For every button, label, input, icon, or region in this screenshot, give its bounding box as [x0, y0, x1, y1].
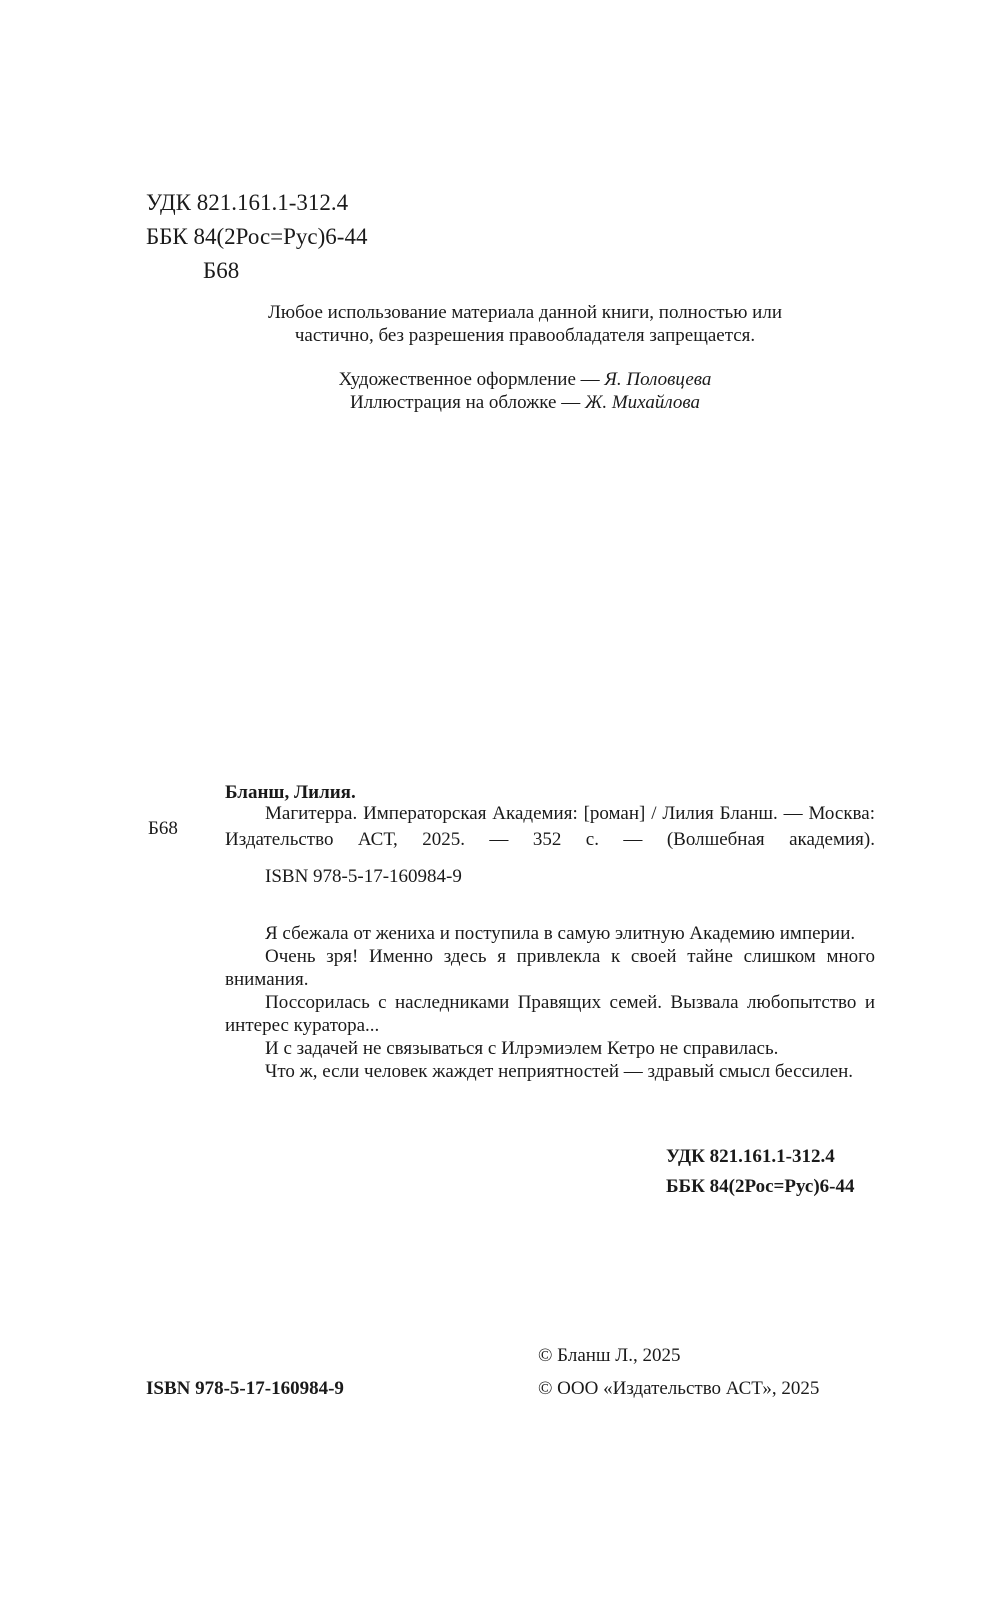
- credit-role: Иллюстрация на обложке —: [349, 392, 581, 413]
- credit-name: Ж. Михайлова: [584, 392, 701, 413]
- credits: [260, 368, 790, 414]
- bbk-code-bottom: ББК 84(2Рос=Рус)6-44: [666, 1176, 855, 1197]
- credit-role: Художественное оформление —: [338, 369, 600, 390]
- annotation-paragraph: Что ж, если человек жаждет неприятностей — здравый смысл бессилен.: [265, 1061, 854, 1082]
- record-isbn: ISBN 978-5-17-160984-9: [265, 866, 462, 887]
- annotation-paragraph: Поссорилась с наследниками Правящих семей. Вызвала любопытство и интерес куратора...: [225, 992, 875, 1036]
- annotation-paragraph: И с задачей не связываться с Илрэмиэлем Кетро не справилась.: [265, 1038, 779, 1059]
- udk-code-bottom: УДК 821.161.1-312.4: [666, 1146, 835, 1167]
- rights-notice: Любое использование материала данной книги, полностью или частично, без разрешения правообладателя запрещается.: [268, 302, 782, 346]
- isbn-bottom: ISBN 978-5-17-160984-9: [146, 1378, 344, 1399]
- annotation-paragraph: Очень зря! Именно здесь я привлекла к своей тайне слишком много внимания.: [225, 946, 875, 990]
- copyright-author: © Бланш Л., 2025: [538, 1345, 681, 1366]
- author-mark-record: Б68: [148, 818, 178, 839]
- annotation-paragraph: Я сбежала от жениха и поступила в самую элитную Академию империи.: [265, 923, 856, 944]
- author-mark-top: Б68: [203, 258, 240, 283]
- record-author: Бланш, Лилия.: [225, 782, 356, 803]
- udk-code-top: УДК 821.161.1-312.4: [146, 190, 349, 215]
- record-description: Магитерра. Императорская Академия: [роман] / Лилия Бланш. — Москва: Издательство АСТ, 2025. — 352 с. — (Волшебная академия).: [225, 803, 875, 850]
- credit-name: Я. Половцева: [604, 369, 712, 390]
- annotation: [225, 922, 875, 1083]
- copyright-publisher: © ООО «Издательство АСТ», 2025: [538, 1378, 820, 1399]
- bbk-code-top: ББК 84(2Рос=Рус)6-44: [146, 224, 368, 249]
- credit-line-illustration: [260, 391, 790, 414]
- credit-line-design: [260, 368, 790, 391]
